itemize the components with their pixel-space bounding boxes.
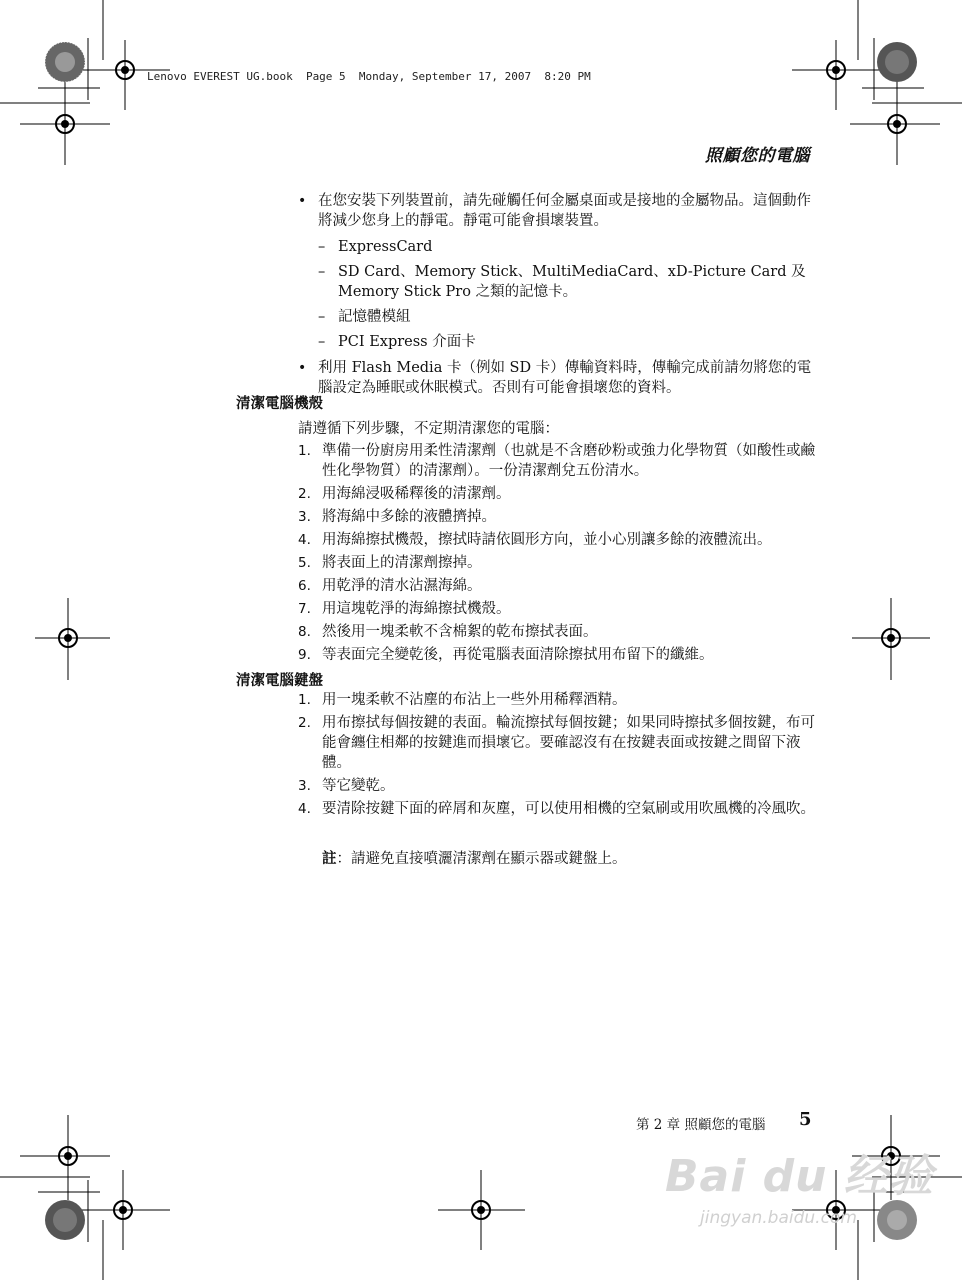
step-number: 1. xyxy=(298,443,311,459)
device-list xyxy=(318,237,816,352)
step-text: 用這塊乾淨的海綿擦拭機殼。 xyxy=(322,601,511,617)
keyboard-cleaning-steps xyxy=(296,690,816,822)
precaution-list xyxy=(296,191,816,404)
step-item xyxy=(296,645,816,665)
step-text: 將表面上的清潔劑擦掉。 xyxy=(322,555,482,571)
step-number: 4. xyxy=(298,532,311,548)
step-text: 將海綿中多餘的液體擠掉。 xyxy=(322,509,496,525)
step-item xyxy=(296,799,816,819)
note xyxy=(322,849,627,869)
step-item xyxy=(296,622,816,642)
step-number: 2. xyxy=(298,486,311,502)
step-item xyxy=(296,713,816,773)
step-text: 準備一份廚房用柔性清潔劑（也就是不含磨砂粉或強力化學物質（如酸性或鹼性化學物質）的清潔劑）。一份清潔劑兌五份清水。 xyxy=(322,443,815,479)
step-text: 用海綿浸吸稀釋後的清潔劑。 xyxy=(322,486,511,502)
step-item xyxy=(296,530,816,550)
bullet-item xyxy=(296,358,816,398)
step-text: 用海綿擦拭機殼，擦拭時請依圓形方向，並小心別讓多餘的液體流出。 xyxy=(322,532,772,548)
step-number: 8. xyxy=(298,624,311,640)
step-text: 用乾淨的清水沾濕海綿。 xyxy=(322,578,482,594)
footer-chapter: 第 2 章 照顧您的電腦 xyxy=(636,1117,766,1133)
device-item: – PCI Express 介面卡 xyxy=(318,332,816,352)
bullet-text: • 在您安裝下列裝置前，請先碰觸任何金屬桌面或是接地的金屬物品。這個動作將減少您身上的靜電。靜電可能會損壞裝置。 xyxy=(318,193,811,229)
section-heading-case: 清潔電腦機殼 xyxy=(236,396,323,412)
note-text: ：請避免直接噴灑清潔劑在顯示器或鍵盤上。 xyxy=(336,851,627,867)
device-item: – SD Card、Memory Stick、MultiMediaCard、xD-Picture Card 及 Memory Stick Pro 之類的記憶卡。 xyxy=(318,262,816,302)
bullet-text: • 利用 Flash Media 卡（例如 SD 卡）傳輸資料時，傳輸完成前請勿將您的電腦設定為睡眠或休眠模式。否則有可能會損壞您的資料。 xyxy=(318,360,812,396)
device-item: – ExpressCard xyxy=(318,237,816,257)
step-item xyxy=(296,576,816,596)
step-number: 6. xyxy=(298,578,311,594)
section-intro: 請遵循下列步驟，不定期清潔您的電腦： xyxy=(298,421,559,437)
section-heading-keyboard: 清潔電腦鍵盤 xyxy=(236,673,323,689)
step-text: 用布擦拭每個按鍵的表面。輪流擦拭每個按鍵；如果同時擦拭多個按鍵，布可能會纏住相鄰的按鍵進而損壞它。要確認沒有在按鍵表面或按鍵之間留下液體。 xyxy=(322,715,815,771)
step-number: 2. xyxy=(298,715,311,731)
step-number: 3. xyxy=(298,509,311,525)
step-text: 要清除按鍵下面的碎屑和灰塵，可以使用相機的空氣刷或用吹風機的冷風吹。 xyxy=(322,801,815,817)
step-text: 然後用一塊柔軟不含棉絮的乾布擦拭表面。 xyxy=(322,624,598,640)
step-text: 用一塊柔軟不沾塵的布沾上一些外用稀釋酒精。 xyxy=(322,692,627,708)
step-number: 4. xyxy=(298,801,311,817)
watermark-url: jingyan.baidu.com xyxy=(700,1208,857,1228)
step-number: 3. xyxy=(298,778,311,794)
step-item xyxy=(296,599,816,619)
step-item xyxy=(296,507,816,527)
step-text: 等它變乾。 xyxy=(322,778,395,794)
step-number: 9. xyxy=(298,647,311,663)
page-number: 5 xyxy=(799,1109,812,1130)
note-label: 註 xyxy=(322,851,337,867)
bullet-item xyxy=(296,191,816,352)
step-item xyxy=(296,553,816,573)
running-head: 照顧您的電腦 xyxy=(705,146,810,166)
step-text: 等表面完全變乾後，再從電腦表面清除擦拭用布留下的纖維。 xyxy=(322,647,714,663)
step-number: 1. xyxy=(298,692,311,708)
print-header: Lenovo EVEREST UG.book Page 5 Monday, September 17, 2007 8:20 PM xyxy=(147,70,591,83)
step-item xyxy=(296,776,816,796)
step-item xyxy=(296,690,816,710)
step-item xyxy=(296,484,816,504)
step-item xyxy=(296,441,816,481)
device-item: – 記憶體模組 xyxy=(318,307,816,327)
case-cleaning-steps xyxy=(296,441,816,668)
step-number: 5. xyxy=(298,555,311,571)
step-number: 7. xyxy=(298,601,311,617)
watermark-logo: Bai du 经验 xyxy=(665,1151,934,1202)
